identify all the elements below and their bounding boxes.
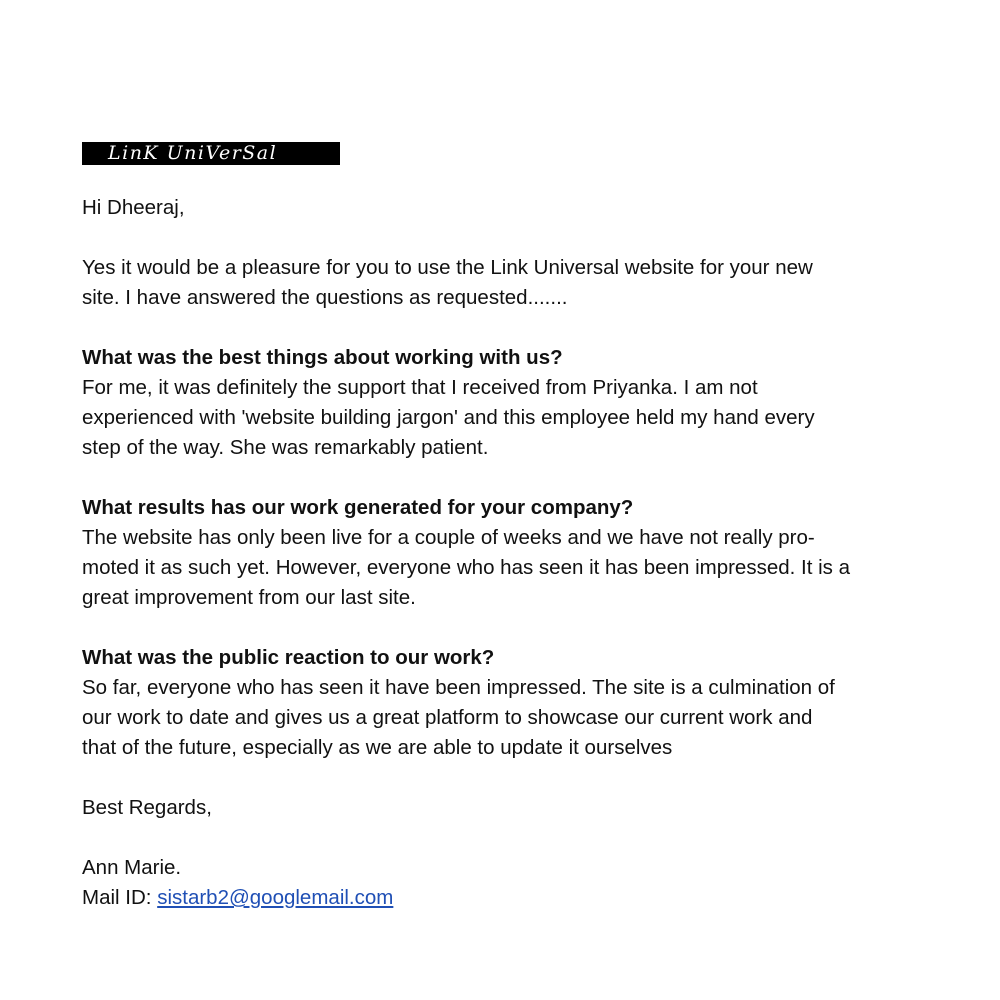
answer-line: great improvement from our last site. [82, 586, 416, 609]
closing: Best Regards, [82, 796, 212, 819]
intro-line: site. I have answered the questions as requested....... [82, 286, 568, 309]
answer-line: So far, everyone who has seen it have been impressed. The site is a culmination of [82, 676, 835, 699]
signature-name: Ann Marie. [82, 856, 182, 879]
section-results [82, 493, 942, 613]
question-heading: What results has our work generated for your company? [82, 496, 634, 519]
answer-line: For me, it was definitely the support that I received from Priyanka. I am not [82, 376, 758, 399]
question-heading: What was the best things about working with us? [82, 346, 563, 369]
section-public-reaction [82, 643, 942, 763]
email-body [82, 142, 942, 913]
email-link[interactable]: sistarb2@googlemail.com [157, 886, 394, 909]
answer-line: experienced with 'website building jargon' and this employee held my hand every [82, 406, 815, 429]
intro-paragraph [82, 253, 942, 313]
mail-label: Mail ID: [82, 886, 152, 909]
question-heading: What was the public reaction to our work? [82, 646, 495, 669]
answer-line: moted it as such yet. However, everyone who has seen it has been impressed. It is a [82, 556, 851, 579]
answer-line: The website has only been live for a couple of weeks and we have not really pro- [82, 526, 815, 549]
intro-line: Yes it would be a pleasure for you to use the Link Universal website for your new [82, 256, 813, 279]
section-best-things [82, 343, 942, 463]
answer-line: that of the future, especially as we are able to update it ourselves [82, 736, 673, 759]
greeting: Hi Dheeraj, [82, 196, 185, 219]
mail-line [82, 883, 942, 913]
link-universal-logo: LinK UniVerSal [82, 142, 340, 165]
answer-line: step of the way. She was remarkably patient. [82, 436, 489, 459]
signature-block [82, 853, 942, 913]
answer-line: our work to date and gives us a great platform to showcase our current work and [82, 706, 813, 729]
